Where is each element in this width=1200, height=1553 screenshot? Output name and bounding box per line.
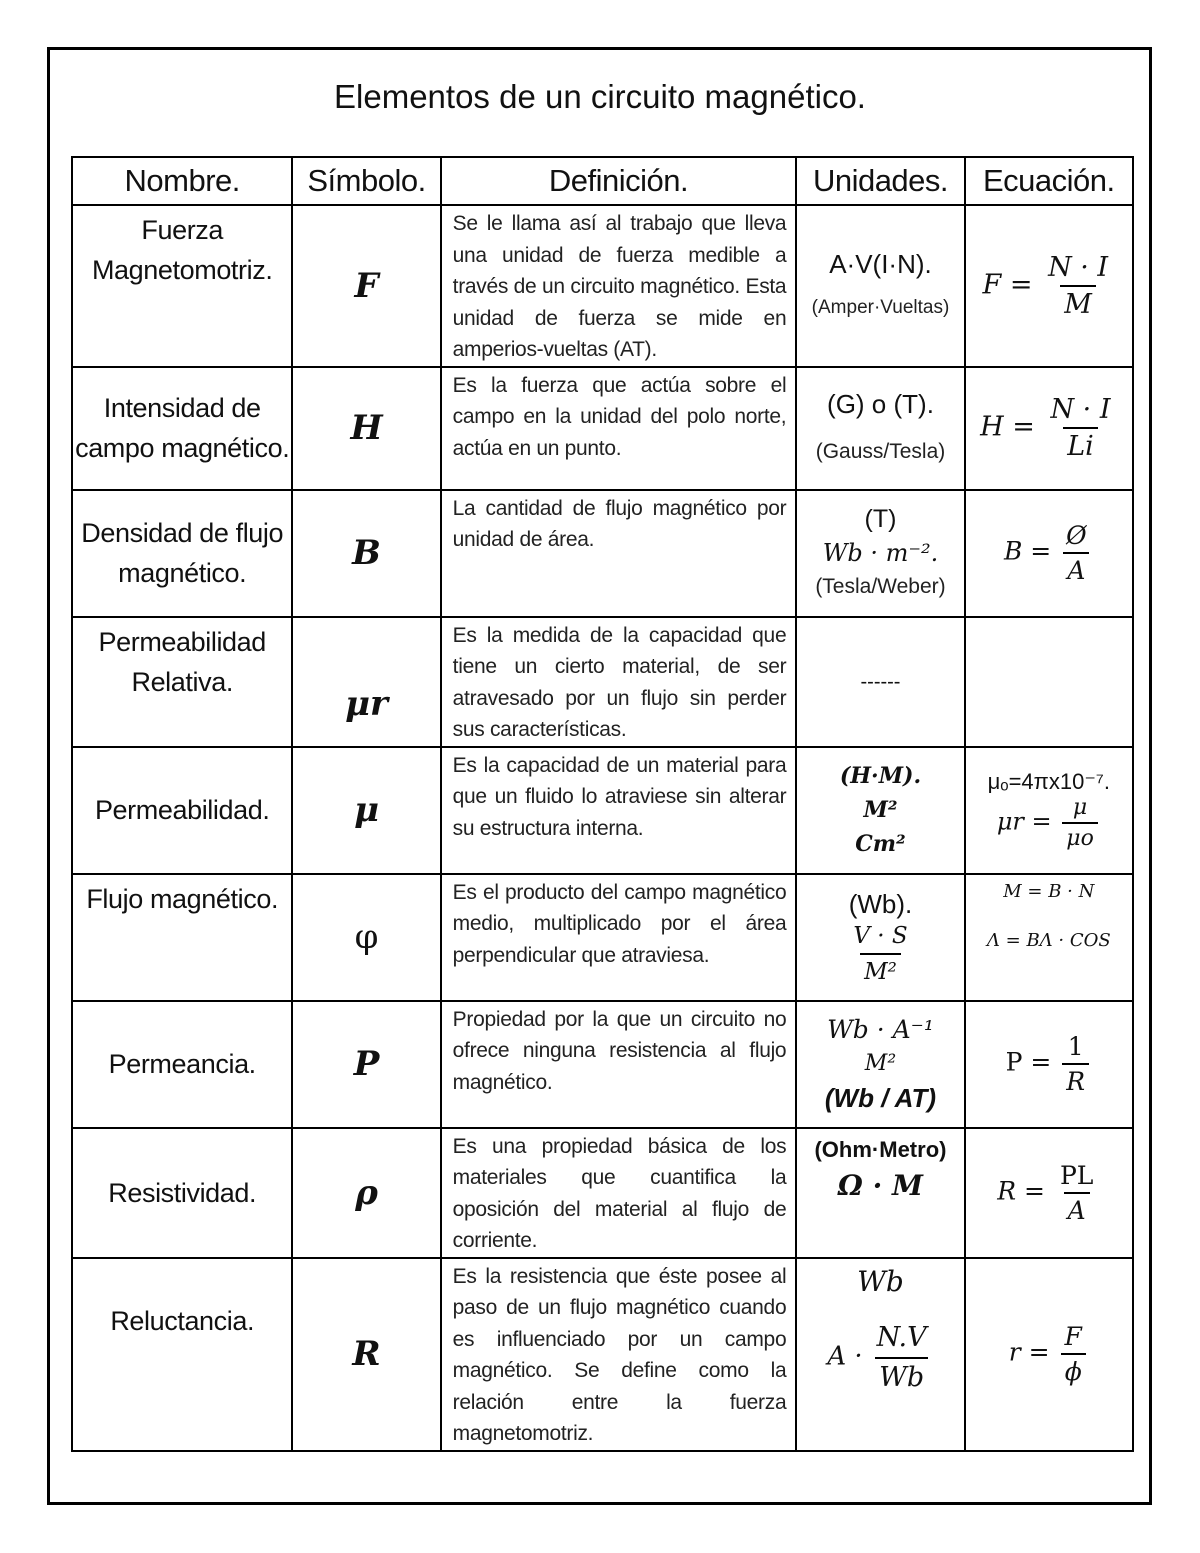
eq-lhs: H = [980, 411, 1035, 443]
unit-line2: M² [864, 1051, 897, 1076]
row-symbol: F [292, 205, 440, 367]
header-name: Nombre. [72, 157, 292, 205]
row-definition: Es una propiedad básica de los materiales que cuantifica la oposición del material al flujo de corriente. [441, 1128, 797, 1258]
row-units [796, 205, 964, 367]
row-definition: Propiedad por la que un circuito no ofrece ninguna resistencia al flujo magnético. [441, 1001, 797, 1128]
table-row [72, 1258, 1133, 1451]
eq-lhs: F = [982, 269, 1033, 301]
row-symbol: μ [292, 747, 440, 874]
unit-note: (Gauss/Tesla) [815, 440, 946, 463]
unit-numerator: V · S [853, 923, 908, 949]
row-symbol: H [292, 367, 440, 490]
row-units [796, 490, 964, 617]
eq-line2: Λ = BΛ · COS [986, 929, 1111, 951]
row-name: Resistividad. [72, 1128, 292, 1258]
row-name: Flujo magnético. [72, 874, 292, 1001]
row-symbol: μr [292, 617, 440, 747]
row-name: Intensidad de campo magnético. [72, 367, 292, 490]
table-row [72, 874, 1133, 1001]
row-equation [965, 1001, 1133, 1128]
eq-lhs: r = [1008, 1337, 1050, 1367]
row-equation [965, 490, 1133, 617]
unit-main: A·V(I·N). [829, 248, 932, 279]
row-definition: Es la capacidad de un material para que un fluido lo atraviese sin alterar su estructura interna. [441, 747, 797, 874]
eq-numerator: F [1064, 1322, 1082, 1351]
page-title: Elementos de un circuito magnético. [334, 78, 866, 115]
unit-main: (Wb). [848, 889, 913, 919]
row-definition: La cantidad de flujo magnético por unidad de área. [441, 490, 797, 617]
row-name: Permeabilidad Relativa. [72, 617, 292, 747]
unit-line2: M² [863, 797, 898, 823]
eq-denominator: A [1064, 1192, 1090, 1225]
row-name: Permeabilidad. [72, 747, 292, 874]
unit-main: (H·M). [839, 763, 922, 789]
row-name: Permeancia. [72, 1001, 292, 1128]
eq-lhs: R = [997, 1176, 1045, 1205]
eq-line1: M = B · N [1003, 880, 1095, 902]
row-definition: Se le llama así al trabajo que lleva una unidad de fuerza medible a través de un circuito magnético. Esta unidad de fuerza se mide en amperios-vueltas (AT). [441, 205, 797, 367]
table-row [72, 1128, 1133, 1258]
unit-formula: Wb · m⁻². [822, 539, 939, 567]
row-equation [965, 1128, 1133, 1258]
row-units [796, 367, 964, 490]
row-units [796, 1001, 964, 1128]
row-symbol: P [292, 1001, 440, 1128]
row-name: Densidad de flujo magnético. [72, 490, 292, 617]
row-name: Reluctancia. [72, 1258, 292, 1451]
row-units [796, 747, 964, 874]
row-equation [965, 617, 1133, 747]
unit-numerator: N.V [876, 1321, 927, 1353]
eq-denominator: A [1063, 552, 1089, 585]
row-symbol: φ [292, 874, 440, 1001]
unit-note: (Tesla/Weber) [815, 575, 946, 598]
eq-numerator: μ [1072, 795, 1088, 820]
table-row [72, 367, 1133, 490]
row-units [796, 1128, 964, 1258]
row-equation [965, 874, 1133, 1001]
row-units [796, 617, 964, 747]
unit-main: ------ [860, 670, 901, 693]
eq-numerator: 1 [1067, 1032, 1084, 1061]
row-symbol: B [292, 490, 440, 617]
unit-line3: (Wb / AT) [824, 1083, 937, 1113]
row-units [796, 874, 964, 1001]
row-equation [965, 367, 1133, 490]
table-header-row [72, 157, 1133, 205]
eq-numerator: PL [1059, 1160, 1094, 1190]
unit-lhs: A · [827, 1341, 863, 1372]
magnetic-circuit-table [71, 156, 1134, 1452]
eq-numerator: Ø [1066, 521, 1087, 550]
unit-denominator: M² [860, 953, 901, 987]
row-equation [965, 205, 1133, 367]
header-definition: Definición. [441, 157, 797, 205]
header-symbol: Símbolo. [292, 157, 440, 205]
unit-main: (T) [864, 505, 897, 533]
header-equation: Ecuación. [965, 157, 1133, 205]
eq-denominator: ϕ [1061, 1353, 1086, 1386]
eq-numerator: N · I [1050, 394, 1111, 425]
unit-formula: Wb · A⁻¹ [827, 1015, 934, 1044]
eq-lhs: P = [1005, 1047, 1052, 1077]
unit-main: (G) o (T). [827, 389, 934, 419]
row-equation [965, 747, 1133, 874]
eq-denominator: Li [1063, 427, 1098, 462]
unit-formula: Ω · M [837, 1168, 924, 1202]
table-row [72, 490, 1133, 617]
unit-top: Wb [857, 1264, 904, 1298]
eq-numerator: N · I [1048, 251, 1109, 283]
row-definition: Es el producto del campo magnético medio, multiplicado por el área perpendicular que atraviesa. [441, 874, 797, 1001]
row-definition: Es la medida de la capacidad que tiene un cierto material, de ser atravesado por un flujo sin perder sus características. [441, 617, 797, 747]
eq-lhs: μr = [996, 807, 1052, 836]
eq-constant: μₒ=4πx10⁻⁷. [987, 769, 1111, 794]
unit-line3: Cm² [855, 831, 906, 857]
row-equation [965, 1258, 1133, 1451]
unit-note: (Amper·Vueltas) [811, 296, 950, 318]
table-row [72, 747, 1133, 874]
table-row [72, 1001, 1133, 1128]
header-units: Unidades. [796, 157, 964, 205]
row-name: Fuerza Magnetomotriz. [72, 205, 292, 367]
row-definition: Es la resistencia que éste posee al paso de un flujo magnético cuando es influenciado por un campo magnético. Se define como la relación entre la fuerza magnetomotriz. [441, 1258, 797, 1451]
table-row [72, 205, 1133, 367]
table-row [72, 617, 1133, 747]
eq-denominator: M [1060, 285, 1096, 320]
row-symbol: ρ [292, 1128, 440, 1258]
row-units [796, 1258, 964, 1451]
unit-denominator: Wb [875, 1357, 928, 1395]
unit-main: (Ohm·Metro) [814, 1136, 947, 1162]
eq-denominator: R [1062, 1063, 1089, 1096]
row-symbol: R [292, 1258, 440, 1451]
eq-denominator: μo [1062, 822, 1098, 851]
eq-lhs: B = [1003, 536, 1052, 566]
row-definition: Es la fuerza que actúa sobre el campo en la unidad del polo norte, actúa en un punto. [441, 367, 797, 490]
